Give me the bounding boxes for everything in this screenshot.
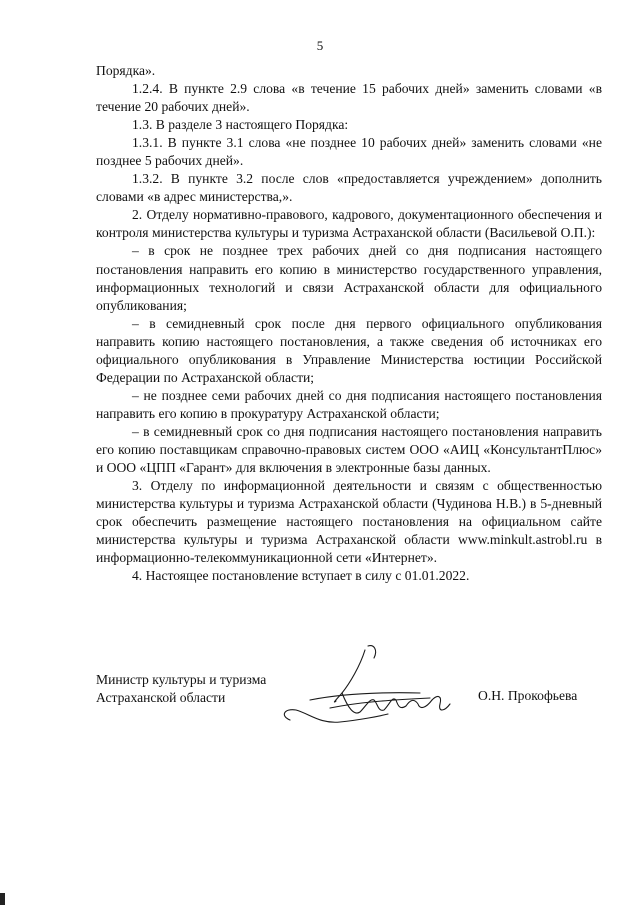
scan-edge-mark: [0, 893, 5, 905]
paragraph-2-item-3: – не позднее семи рабочих дней со дня подписания настоящего постановления направить его копию в прокуратуру Астраханской области;: [96, 387, 602, 421]
signatory-position-line1: Министр культуры и туризма: [96, 672, 267, 687]
paragraph-1-3-1: 1.3.1. В пункте 3.1 слова «не позднее 10 рабочих дней» заменить словами «не позднее 5 рабочих дней».: [96, 135, 602, 169]
signatory-name: О.Н. Прокофьева: [478, 688, 578, 703]
paragraph-2: 2. Отделу нормативно-правового, кадрового, документационного обеспечения и контроля министерства культуры и туризма Астраханской области (Васильевой О.П.):: [96, 207, 602, 241]
signatory-position-line2: Астраханской области: [96, 690, 226, 705]
paragraph-1-2-4: 1.2.4. В пункте 2.9 слова «в течение 15 рабочих дней» заменить словами «в течение 20 рабочих дней».: [96, 81, 602, 115]
paragraph-3: 3. Отделу по информационной деятельности и связям с общественностью министерства культуры и туризма Астраханской области (Чудинова Н.В.) в 5-дневный срок обеспечить размещение настоящего постановления на официальном сайте министерства культуры и туризма Астраханской области www.minkult.astrobl.ru в информационно-телекоммуникационной сети «Интернет».: [96, 478, 602, 566]
paragraph-2-item-2: – в семидневный срок после дня первого официального опубликования направить копию настоящего постановления, а также сведения об источниках его официального опубликования в Управление Министерства юстиции Российской Федерации по Астраханской области;: [96, 315, 602, 385]
paragraph-4: 4. Настоящее постановление вступает в силу с 01.01.2022.: [132, 568, 470, 584]
paragraph-2-item-1: – в срок не позднее трех рабочих дней со дня подписания настоящего постановления направить его копию в министерство государственного управления, информационных технологий и связи Астраханской области для официального опубликования;: [96, 243, 602, 313]
signatory-position: [96, 671, 266, 707]
paragraph-continuation: Порядка».: [96, 63, 156, 78]
paragraph-1-3: 1.3. В разделе 3 настоящего Порядка:: [132, 117, 349, 133]
document-body: [96, 62, 602, 585]
page-number: 5: [316, 38, 324, 53]
handwritten-signature: [270, 638, 470, 738]
paragraph-2-item-4: – в семидневный срок со дня подписания настоящего постановления направить его копию поставщикам справочно-правовых систем ООО «АИЦ «КонсультантПлюс» и ООО «ЦПП «Гарант» для включения в электронные базы данных.: [96, 423, 602, 476]
paragraph-1-3-2: 1.3.2. В пункте 3.2 после слов «предоставляется учреждением» дополнить словами «в адрес министерства,».: [96, 171, 602, 205]
